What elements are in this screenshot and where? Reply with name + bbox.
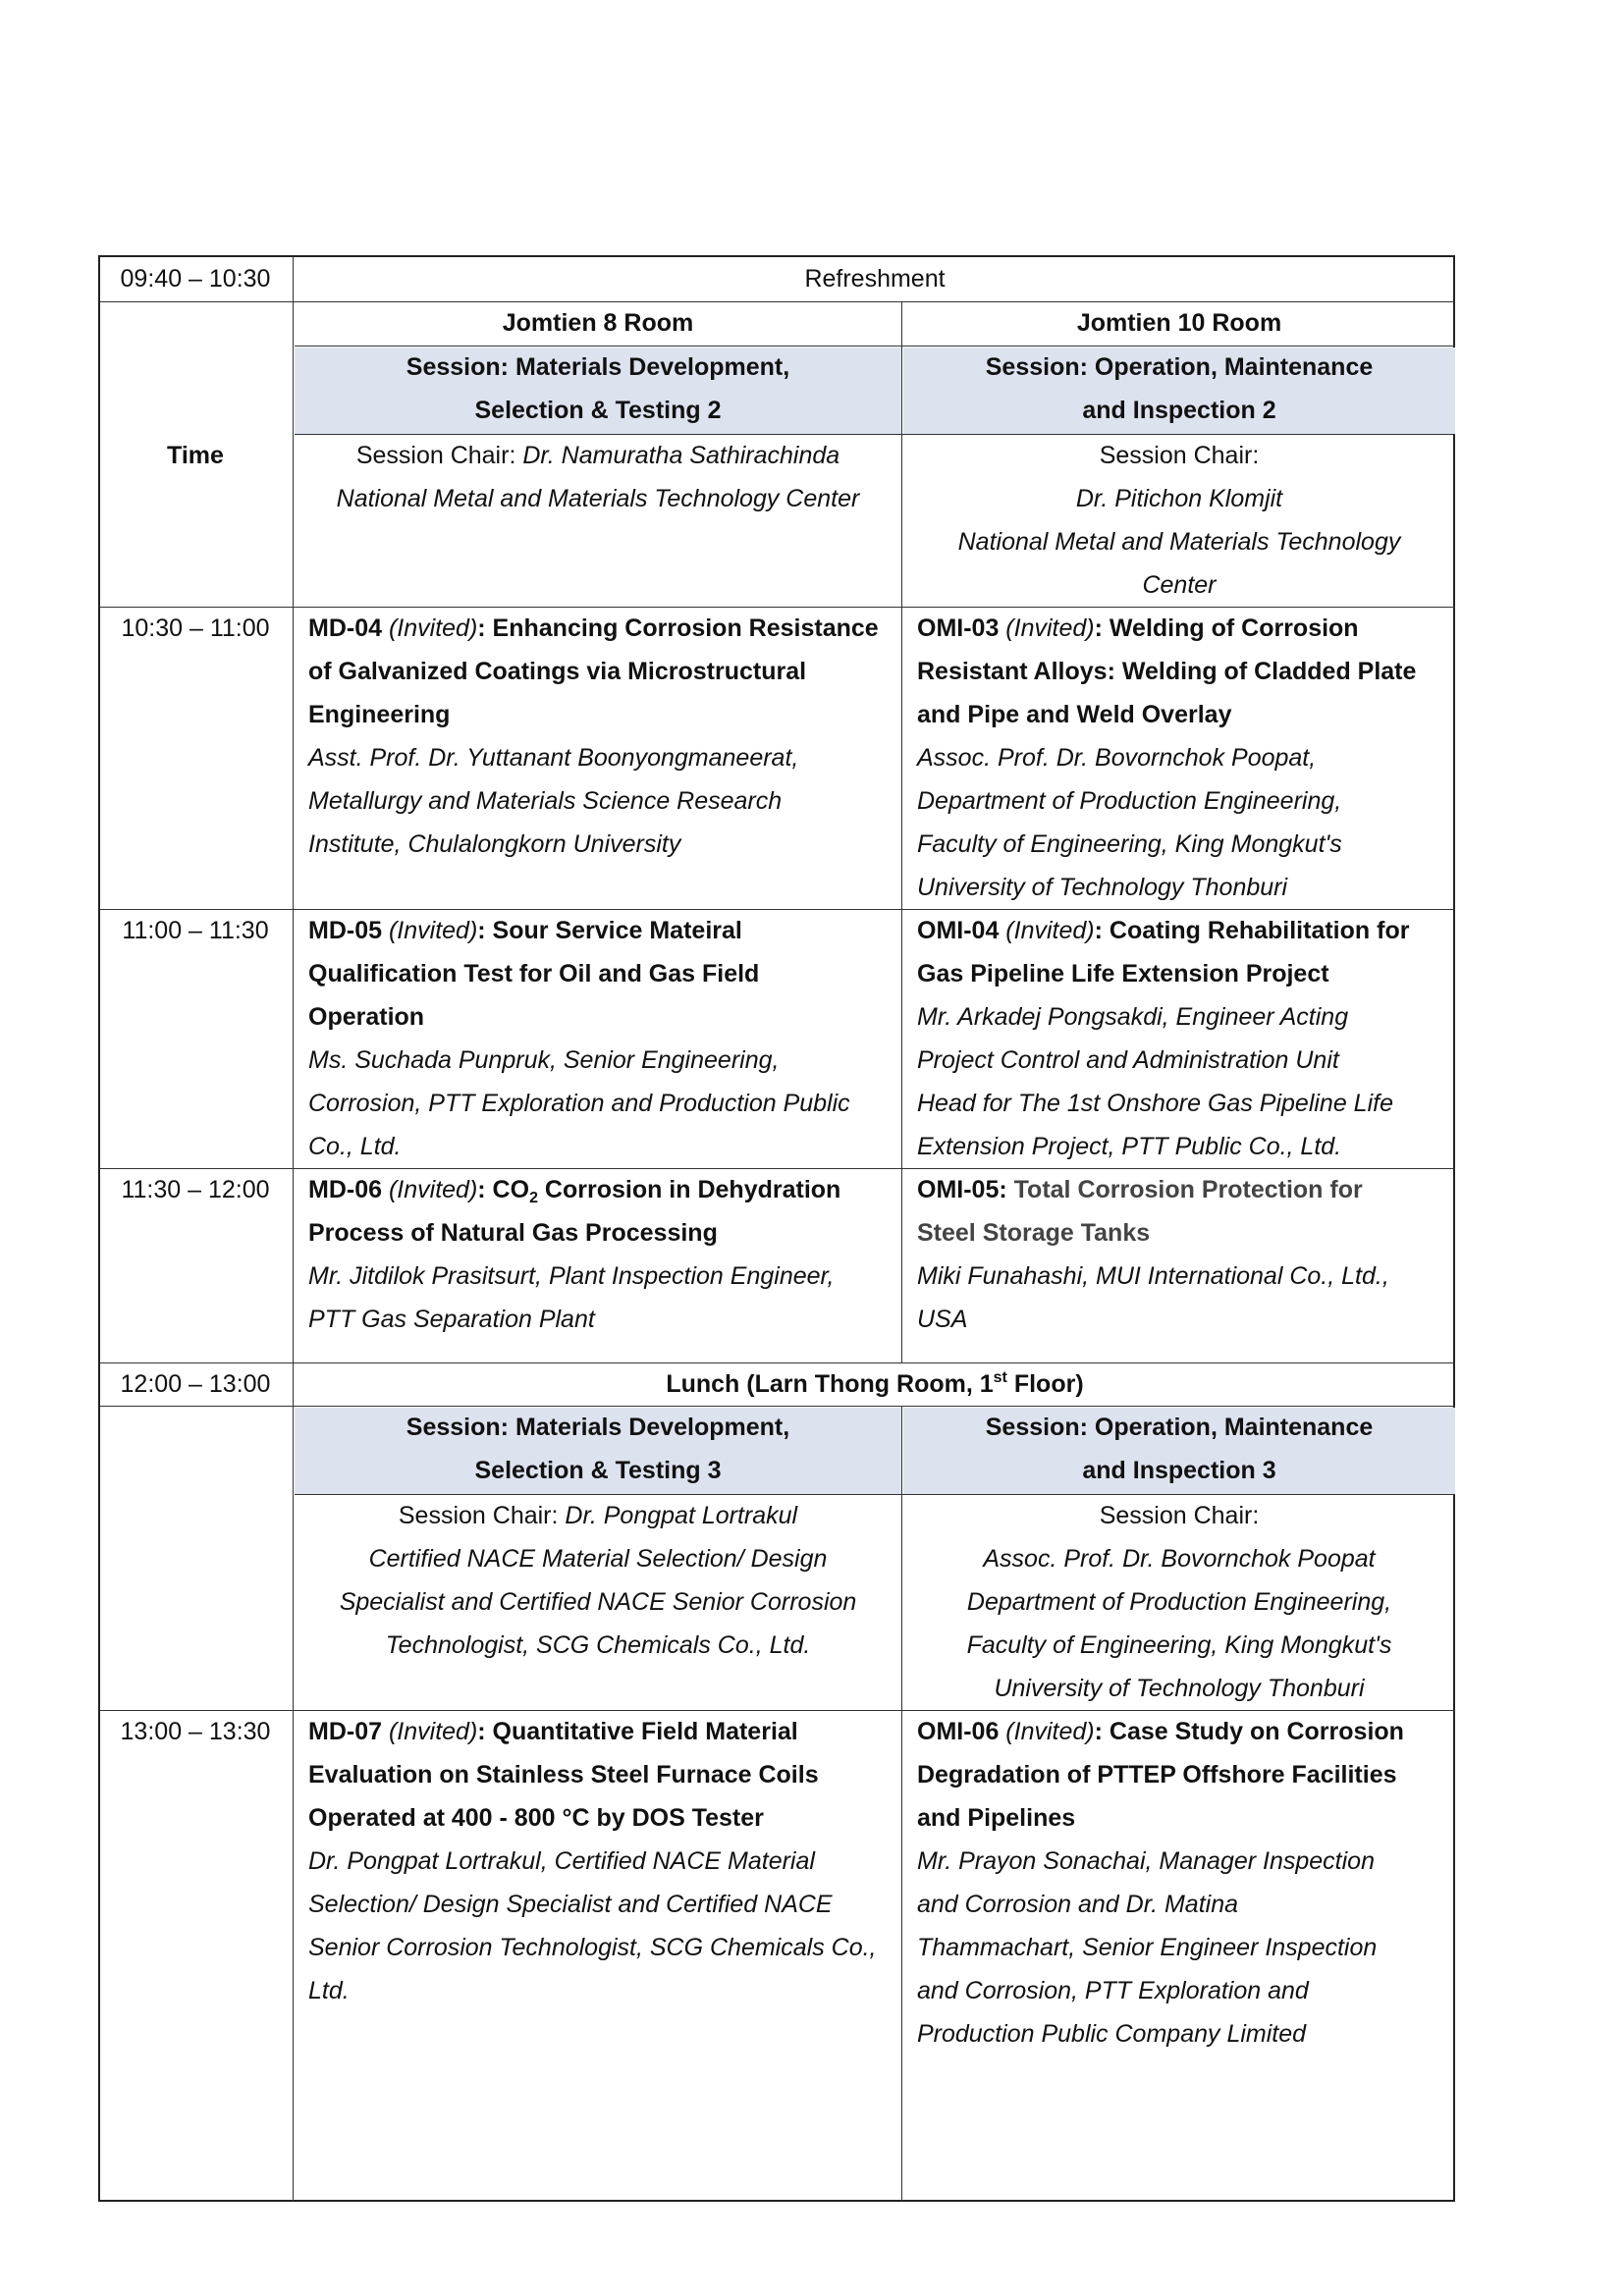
room-right: Jomtien 10 Room xyxy=(1076,309,1282,337)
talk-md-04: MD-04 (Invited): Enhancing Corrosion Resistance of Galvanized Coatings via Microstructural Engineering Asst. Prof. Dr. Yuttanant Boonyongmaneerat, Metallurgy and Materials Science Research Institute, Chulalongkorn University xyxy=(308,614,879,858)
session-chair-left: Session Chair: Dr. Namuratha Sathirachinda National Metal and Materials Technology Center xyxy=(336,442,860,512)
time-cell: 11:00 – 11:30 xyxy=(122,917,269,944)
talk-omi-03: OMI-03 (Invited): Welding of Corrosion Resistant Alloys: Welding of Cladded Plate and Pipe and Weld Overlay Assoc. Prof. Dr. Bovornchok Poopat, Department of Production Engineering, Faculty of Engineering, King Mongkut's University of Technology Thonburi xyxy=(917,614,1417,901)
column-divider xyxy=(901,301,902,1362)
session-right-title: Session: Operation, Maintenance and Inspection 2 xyxy=(985,353,1374,424)
session-chair-left-2: Session Chair: Dr. Pongpat Lortrakul Certified NACE Material Selection/ Design Specialist and Certified NACE Senior Corrosion Technologist, SCG Chemicals Co., Ltd. xyxy=(339,1502,857,1659)
room-left: Jomtien 8 Room xyxy=(502,309,694,337)
session-chair-right: Session Chair: Dr. Pitichon Klomjit National Metal and Materials Technology Center xyxy=(957,442,1401,599)
time-cell: 09:40 – 10:30 xyxy=(120,265,271,293)
talk-md-07: MD-07 (Invited): Quantitative Field Material Evaluation on Stainless Steel Furnace Coils Operated at 400 - 800 °C by DOS Tester Dr. Pongpat Lortrakul, Certified NACE Material Selection/ Design Specialist and Certified NACE Senior Corrosion Technologist, SCG Chemicals Co., Ltd. xyxy=(308,1718,877,2004)
lunch-label: Lunch (Larn Thong Room, 1st Floor) xyxy=(666,1369,1084,1398)
talk-omi-05: OMI-05: Total Corrosion Protection for Steel Storage Tanks Miki Funahashi, MUI International Co., Ltd., USA xyxy=(917,1176,1389,1333)
column-divider xyxy=(901,1406,902,2201)
time-cell: 13:00 – 13:30 xyxy=(120,1718,271,1745)
time-cell: 11:30 – 12:00 xyxy=(121,1176,270,1203)
schedule-table xyxy=(98,255,1455,2202)
session-chair-right-2: Session Chair: Assoc. Prof. Dr. Bovornchok Poopat Department of Production Engineering, Faculty of Engineering, King Mongkut's University of Technology Thonburi xyxy=(966,1502,1392,1702)
talk-omi-06: OMI-06 (Invited): Case Study on Corrosion Degradation of PTTEP Offshore Facilities and Pipelines Mr. Prayon Sonachai, Manager Inspection and Corrosion and Dr. Matina Thammachart, Senior Engineer Inspection and Corrosion, PTT Exploration and Production Public Company Limited xyxy=(917,1718,1404,2048)
session-left-title: Session: Materials Development, Selection & Testing 2 xyxy=(406,353,790,424)
time-cell: 12:00 – 13:00 xyxy=(120,1370,271,1398)
time-column-label: Time xyxy=(167,442,224,469)
session-left-title-2: Session: Materials Development, Selection & Testing 3 xyxy=(406,1414,790,1484)
talk-md-06: MD-06 (Invited): $CO_2$ Corrosion in Dehydration Process of Natural Gas Processing Mr. Jitdilok Prasitsurt, Plant Inspection Engineer, PTT Gas Separation Plant xyxy=(308,1176,841,1333)
session-right-title-2: Session: Operation, Maintenance and Inspection 3 xyxy=(985,1414,1374,1484)
column-divider xyxy=(293,257,294,2201)
refreshment-label: Refreshment xyxy=(804,265,946,293)
time-cell: 10:30 – 11:00 xyxy=(121,614,270,642)
talk-omi-04: OMI-04 (Invited): Coating Rehabilitation for Gas Pipeline Life Extension Project Mr. Arkadej Pongsakdi, Engineer Acting Project Control and Administration Unit Head for The 1st Onshore Gas Pipeline Life Extension Project, PTT Public Co., Ltd. xyxy=(917,917,1410,1160)
talk-md-05: MD-05 (Invited): Sour Service Mateiral Qualification Test for Oil and Gas Field Operation Ms. Suchada Punpruk, Senior Engineering, Corrosion, PTT Exploration and Production Public Co., Ltd. xyxy=(308,917,850,1160)
